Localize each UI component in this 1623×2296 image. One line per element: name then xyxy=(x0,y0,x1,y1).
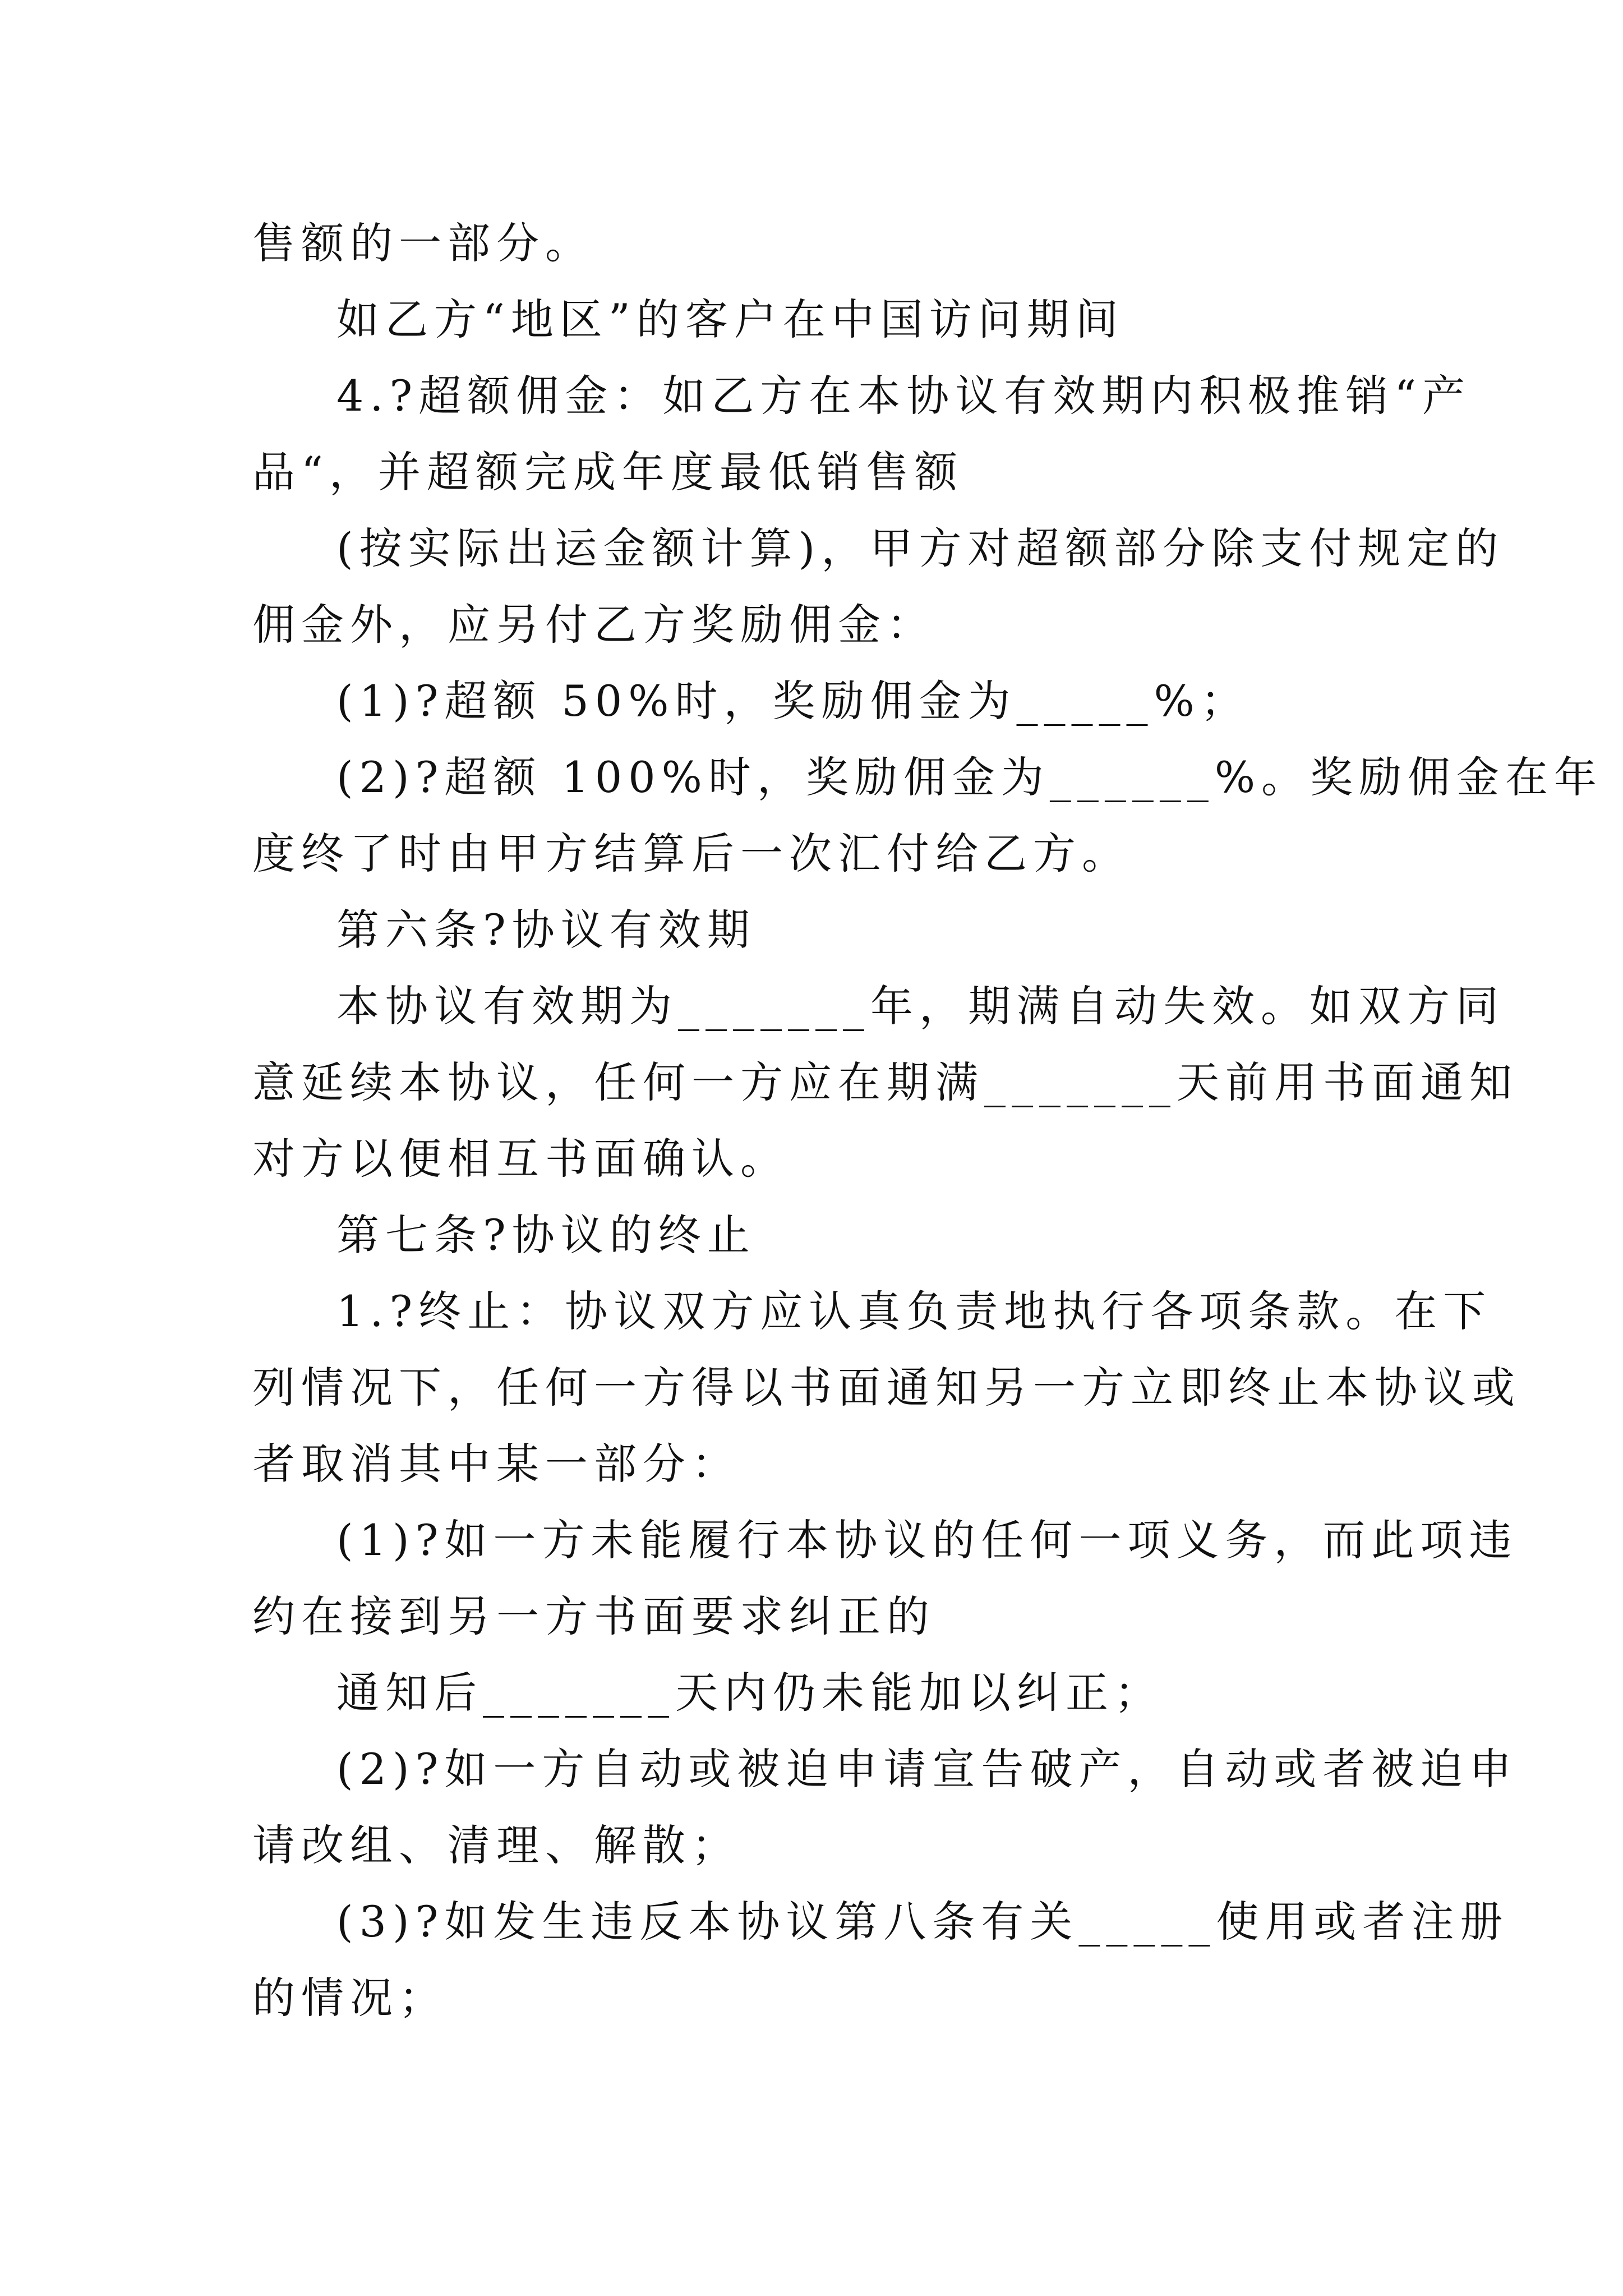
text-line: 售额的一部分。 xyxy=(252,218,594,268)
text-line: (1)?如一方未能履行本协议的任何一项义务，而此项违 xyxy=(336,1515,1518,1565)
text-line: (2)?超额 100%时，奖励佣金为______%。奖励佣金在年 xyxy=(336,752,1603,802)
text-line: 列情况下，任何一方得以书面通知另一方立即终止本协议或 xyxy=(252,1363,1521,1412)
text-line: 1.?终止：协议双方应认真负责地执行各项条款。在下 xyxy=(336,1286,1492,1336)
section-heading: 第六条?协议有效期 xyxy=(336,905,756,955)
text-line: 本协议有效期为_______年，期满自动失效。如双方同 xyxy=(336,981,1505,1031)
text-line: 者取消其中某一部分： xyxy=(252,1439,740,1489)
text-line: (按实际出运金额计算)，甲方对超额部分除支付规定的 xyxy=(336,523,1505,573)
text-line: 意延续本协议，任何一方应在期满_______天前用书面通知 xyxy=(252,1057,1518,1107)
text-line: 约在接到另一方书面要求纠正的 xyxy=(252,1591,935,1641)
text-line: 品“，并超额完成年度最低销售额 xyxy=(252,447,963,497)
text-line: 通知后_______天内仍未能加以纠正； xyxy=(336,1668,1163,1718)
text-line: 4.?超额佣金：如乙方在本协议有效期内积极推销“产 xyxy=(336,371,1472,421)
text-line: 如乙方“地区”的客户在中国访问期间 xyxy=(336,295,1124,344)
text-line: 的情况； xyxy=(252,1973,448,2023)
text-line: 度终了时由甲方结算后一次汇付给乙方。 xyxy=(252,829,1131,878)
text-line: 对方以便相互书面确认。 xyxy=(252,1134,789,1184)
text-line: 请改组、清理、解散； xyxy=(252,1820,740,1870)
text-line: (2)?如一方自动或被迫申请宣告破产，自动或者被迫申 xyxy=(336,1744,1518,1794)
text-line: (3)?如发生违反本协议第八条有关_____使用或者注册 xyxy=(336,1897,1509,1947)
text-line: (1)?超额 50%时，奖励佣金为_____%； xyxy=(336,676,1249,726)
text-line: 佣金外，应另付乙方奖励佣金： xyxy=(252,600,935,650)
section-heading: 第七条?协议的终止 xyxy=(336,1210,756,1260)
